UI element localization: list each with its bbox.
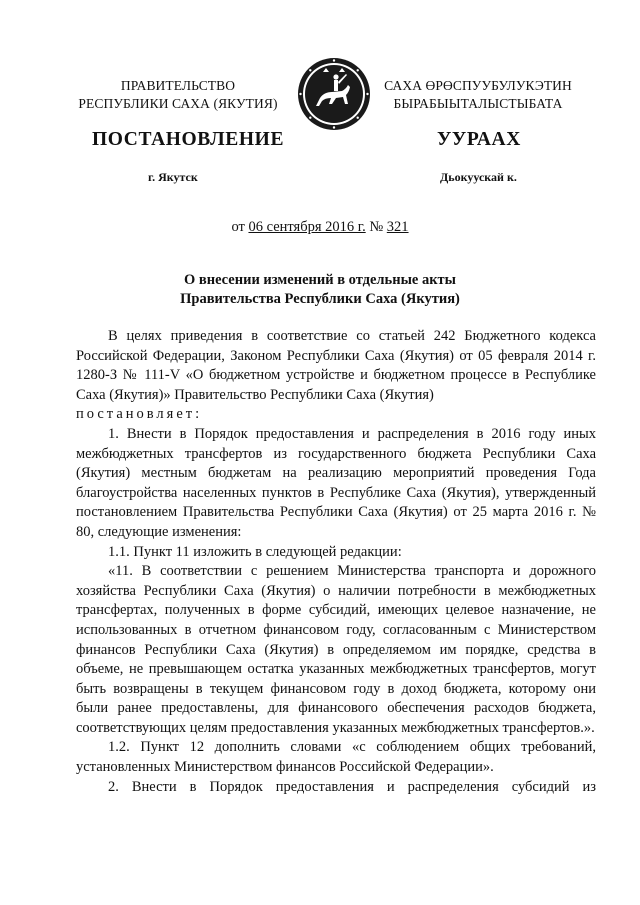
paragraph-preamble: В целях приведения в соответствие со статьей 242 Бюджетного кодекса Российской Федерации, Законом Республики Саха (Якутия) от 05 февраля 2014 г. 1280-З № 111-V «О бюджетном устройстве и бюджетном процессе в Республике Саха (Якутия)» Правительство Республики Саха (Якутия) [76, 328, 596, 403]
left-header-line2: РЕСПУБЛИКИ САХА (ЯКУТИЯ) [78, 96, 278, 111]
paragraph-item-1-2: 1.2. Пункт 12 дополнить словами «с соблюдением общих требований, установленных Министерством финансов Российской Федерации». [76, 739, 596, 776]
paragraph-item-11-text: «11. В соответствии с решением Министерства транспорта и дорожного хозяйства Республики Саха (Якутия) о наличии потребности в межбюджетных трансфертах, полученных в форме субсидий, имеющих целевое назначение, не использованных в отчетном финансовом году, согласованным с Министерством финансов Республики Саха (Якутия) в определяемом им порядке, средства в объеме, не превышающем остатка указанных межбюджетных трансфертов, могут быть возвращены в текущем финансовом году в доход бюджета, которому они были ранее предоставлены, для финансового обеспечения расходов бюджета, соответствующих целям предоставления указанных межбюджетных трансфертов.». [76, 563, 596, 736]
paragraph-item-1: 1. Внести в Порядок предоставления и распределения в 2016 году иных межбюджетных трансфертов из государственного бюджета Республики Саха (Якутия) местным бюджетам на реализацию мероприятий проведения Года благоустройства населенных пунктов в Республике Саха (Якутия), утвержденный постановлением Правительства Республики Саха (Якутия) от 25 марта 2016 г. № 80, следующие изменения: [76, 425, 596, 540]
document-number: 321 [386, 219, 409, 235]
doc-type-left: ПОСТАНОВЛЕНИЕ [92, 129, 285, 150]
paragraph-item-2: 2. Внести в Порядок предоставления и распределения субсидий из [108, 778, 596, 795]
document-body [76, 327, 596, 797]
title-line1: О внесении изменений в отдельные акты [183, 272, 456, 288]
paragraph-item-1-1: 1.1. Пункт 11 изложить в следующей редакции: [108, 543, 402, 560]
document-date: 06 сентября 2016 г. [248, 219, 366, 235]
right-header [378, 77, 578, 113]
city-left: г. Якутск [148, 170, 198, 184]
date-line [0, 219, 640, 236]
doc-type-right: УУРААХ [437, 129, 521, 150]
date-prefix: от [231, 219, 245, 235]
left-header [78, 77, 278, 113]
city-right: Дьокуускай к. [440, 170, 517, 184]
left-header-line1: ПРАВИТЕЛЬСТВО [120, 78, 236, 93]
sakha-coat-of-arms-icon [296, 56, 372, 132]
title-line2: Правительства Республики Саха (Якутия) [180, 291, 460, 307]
document-title [0, 271, 640, 309]
right-header-line2: БЫРАБЫЫТАЛЫСТЫБАТА [393, 96, 563, 111]
right-header-line1: САХА ӨРӨСПУУБУЛУКЭТИН [384, 78, 572, 93]
paragraph-resolves: постановляет: [76, 406, 203, 423]
number-sign: № [369, 219, 384, 235]
